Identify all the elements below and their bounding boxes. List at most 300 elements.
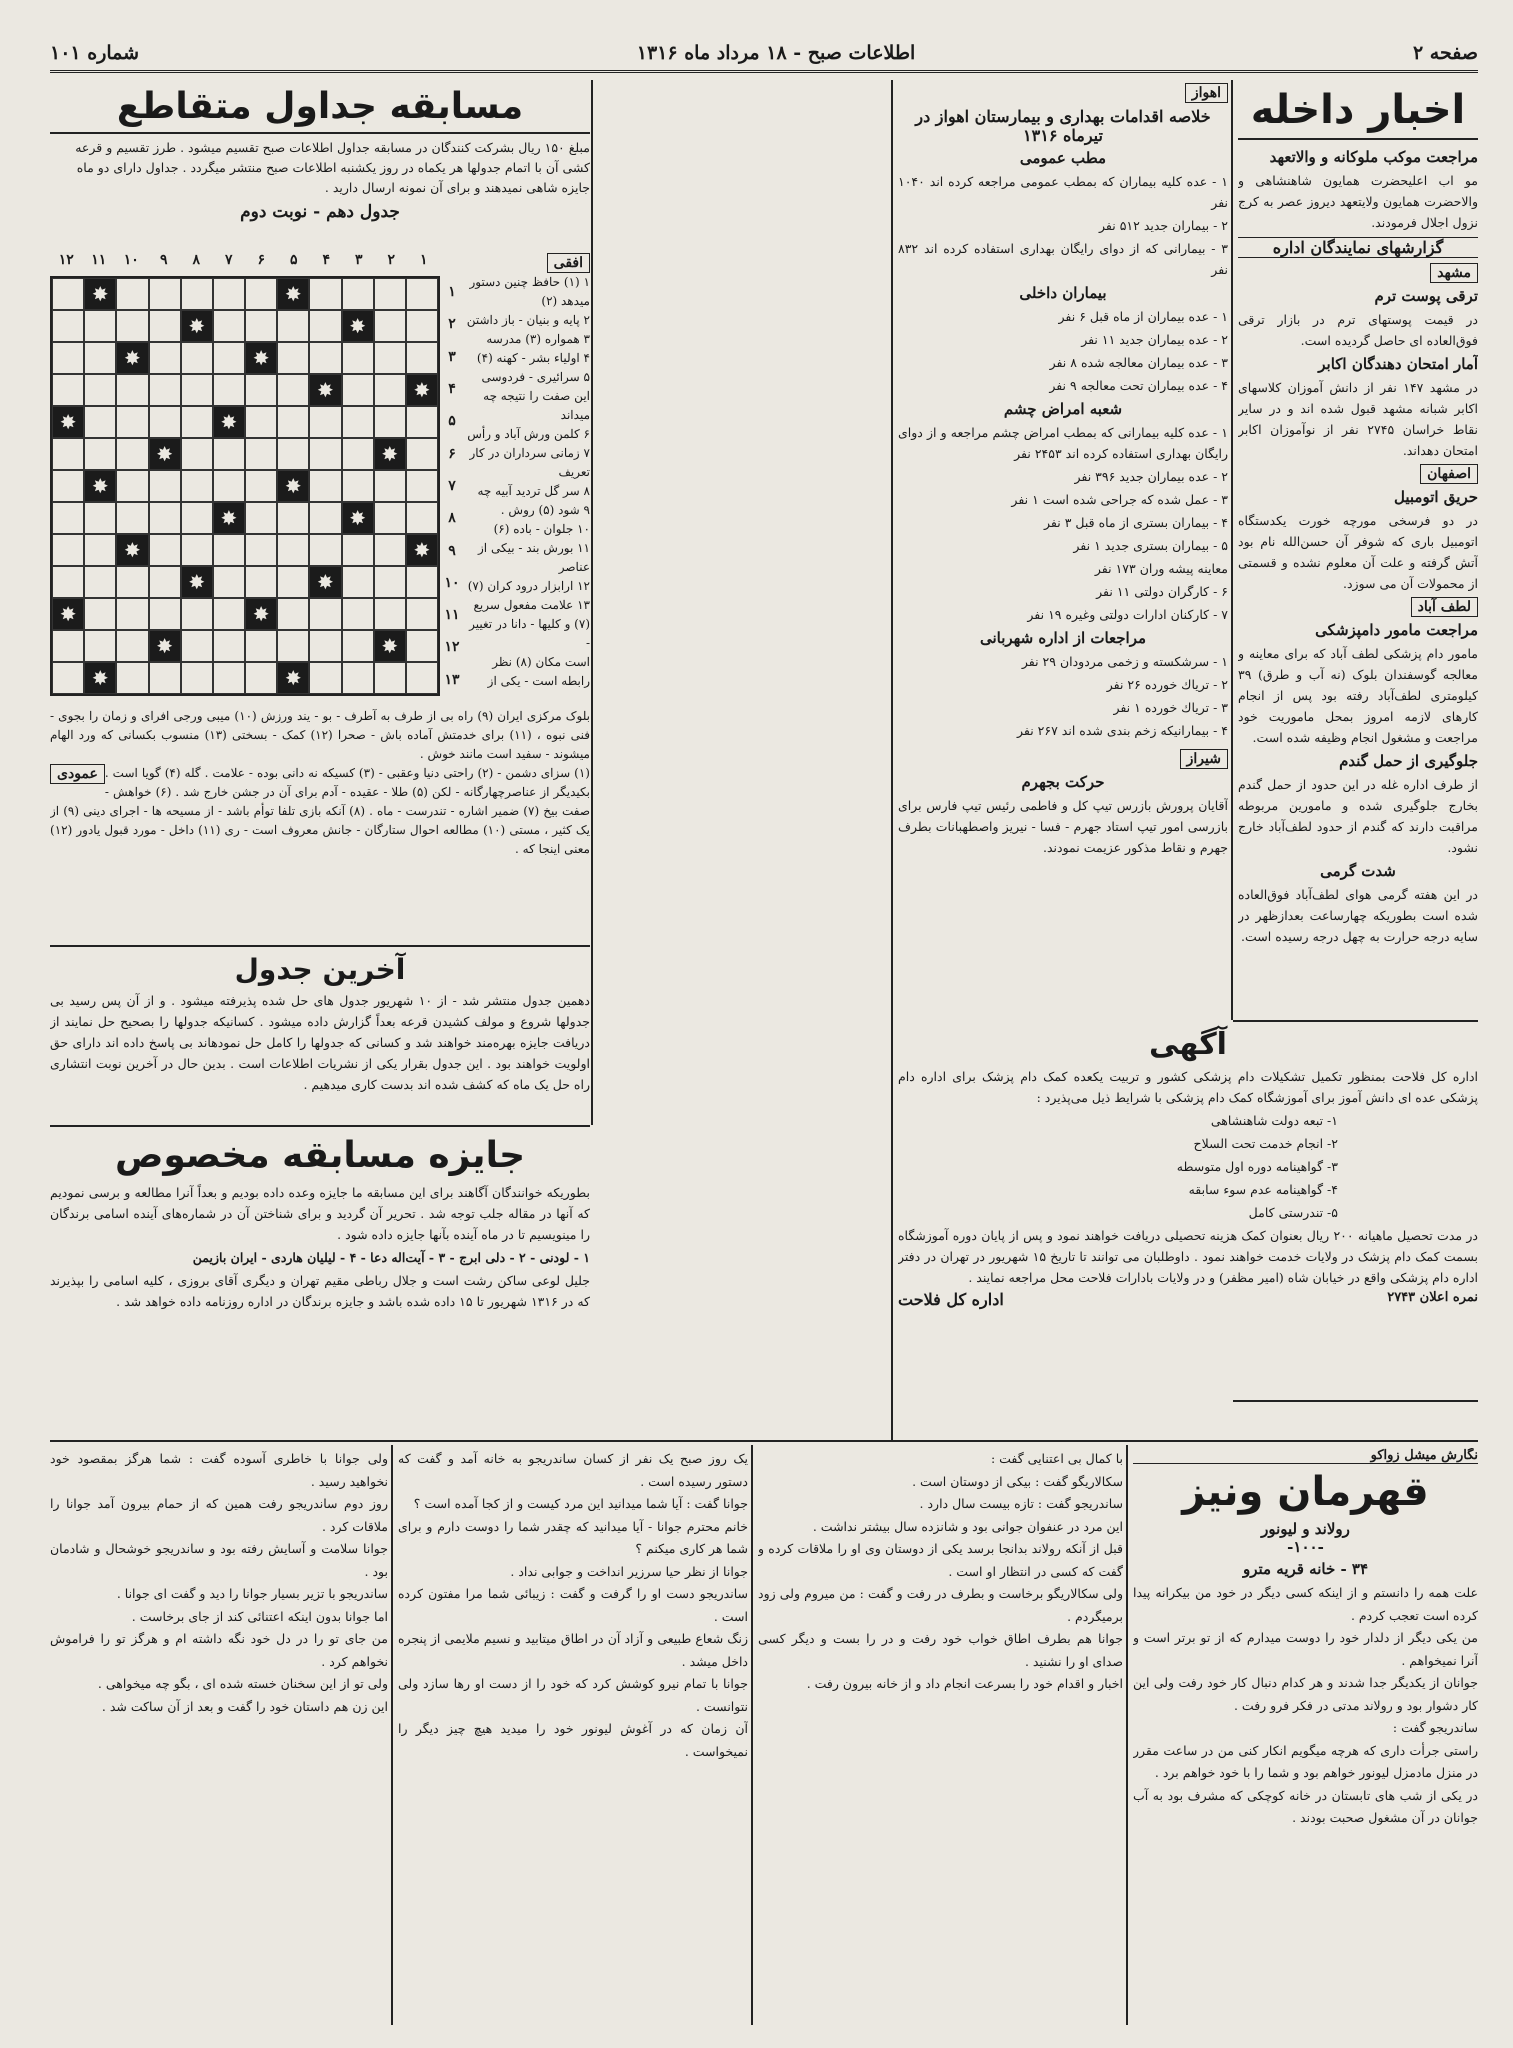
crossword-black-cell (309, 374, 341, 406)
crossword-cell[interactable] (342, 374, 374, 406)
ahvaz-line: ۴ - عده بیماران تحت معالجه ۹ نفر (1049, 378, 1228, 393)
crossword-cell[interactable] (149, 502, 181, 534)
serial-paragraph: اما جوانا بدون اینکه اعتنائی کند از جای برخاست . (131, 1608, 388, 1624)
crossword-cell[interactable] (213, 438, 245, 470)
crossword-cell[interactable] (245, 310, 277, 342)
page-number: صفحه ۲ (1412, 41, 1478, 64)
domestic-news (1238, 82, 1478, 1017)
crossword-cell[interactable] (181, 470, 213, 502)
crossword-cell[interactable] (406, 662, 438, 694)
ahvaz-line: ۱ - عده کلیه بیماران که بمطب عمومی مراجعه کرده اند ۱۰۴۰ نفر (898, 174, 1228, 210)
serial-paragraph: این زن هم داستان خود را گفت و بعد از آن ساکت شد . (101, 1698, 388, 1714)
crossword-cell[interactable] (213, 470, 245, 502)
ahvaz-line: ۴ - بیمارانیکه زخم بندی شده اند ۲۶۷ نفر (1016, 723, 1228, 738)
crossword-cell[interactable] (374, 566, 406, 598)
domestic-item-3 (1238, 287, 1478, 351)
crossword-cell[interactable] (116, 278, 148, 310)
crossword-cell[interactable] (406, 598, 438, 630)
crossword-cell[interactable] (406, 502, 438, 534)
crossword-cell[interactable] (277, 310, 309, 342)
crossword-cell[interactable] (116, 374, 148, 406)
ahvaz-line: ۱ - عده بیماران از ماه قبل ۶ نفر (1058, 309, 1228, 324)
crossword-cell[interactable] (406, 406, 438, 438)
notice-text: اداره کل فلاحت بمنظور تکمیل تشکیلات دام پزشکی کشور و تربیت یکعده کمک دام پزشک برای اداره دام پزشکی عده ای دانش آموز برای آموزشگاه کمک دام پزشکی با شرایط ذیل می‌پذیرد : (898, 1069, 1478, 1105)
star-icon: ✸ (252, 346, 270, 370)
crossword-black-cell (213, 502, 245, 534)
crossword-col-number: ۷ (224, 252, 233, 268)
serial-paragraph: ساندریجو با تزیر بسیار جوانا را دید و گفت ای جوانا . (116, 1586, 388, 1601)
domestic-item-8 (1238, 621, 1478, 748)
crossword-cell[interactable] (149, 662, 181, 694)
crossword-cell[interactable] (277, 566, 309, 598)
notice (898, 1024, 1478, 1436)
crossword-cell[interactable] (406, 438, 438, 470)
paper-date: اطلاعات صبح - ۱۸ مرداد ماه ۱۳۱۶ (636, 41, 916, 64)
crossword-cell[interactable] (149, 374, 181, 406)
prize-winners: ۱ - لودنی - ۲ - دلی ابرج - ۳ - آیت‌اله دعا - ۴ - لیلیان هاردی - ایران بازیمن (192, 1250, 590, 1265)
horizontal-clue: ۷ زمانی سرداران در کار تعریف (469, 446, 590, 479)
ahvaz-line: معاینه پیشه وران ۱۷۳ نفر (1094, 561, 1228, 576)
crossword-cell[interactable] (374, 310, 406, 342)
star-icon: ✸ (124, 538, 141, 562)
crossword-cell[interactable] (245, 406, 277, 438)
star-icon: ✸ (413, 538, 431, 562)
ahvaz-line: ۴ - بیماران بستری از ماه قبل ۳ نفر (1044, 515, 1228, 530)
star-icon: ✸ (188, 570, 206, 594)
horizontal-clue: ۶ کلمن ورش آباد و رأس (467, 427, 590, 441)
serial-paragraph: ولی تو از این سخنان خسته شده ای ، بگو چه میخواهی . (97, 1676, 388, 1691)
crossword-cell[interactable] (309, 438, 341, 470)
crossword-cell[interactable] (181, 406, 213, 438)
ahvaz-line: ۲ - عده بیماران جدید ۱۱ نفر (1081, 332, 1228, 347)
crossword-cell[interactable] (116, 406, 148, 438)
crossword-black-cell (181, 310, 213, 342)
crossword-black-cell (277, 470, 309, 502)
crossword-row-number: ۱۲ (444, 639, 460, 656)
ahvaz-section-heading: بیماران داخلی (1019, 284, 1107, 302)
crossword-cell[interactable] (116, 662, 148, 694)
crossword-black-cell (277, 278, 309, 310)
city-label-shiraz: شیراز (1180, 749, 1228, 769)
crossword-col-number: ۱۱ (91, 252, 107, 268)
special-prize (50, 1130, 590, 1435)
horizontal-clue: ۱ (۱) حافظ چنین دستور میدهد (۲) (469, 275, 590, 308)
serial-paragraph: راستی جرأت داری که هرچه میگویم انکار کنی من در ساعت مقرر در منزل مادمزل لیونور خواهم بود و شما را با خود خواهم برد . (1133, 1742, 1478, 1780)
crossword-cell[interactable] (309, 598, 341, 630)
crossword-cell[interactable] (245, 374, 277, 406)
crossword-cell[interactable] (52, 470, 84, 502)
horizontal-clue-tail: بلوک مرکزی ایران (۹) راه بی از طرف به آطرف - بو - یند ورزش (۱۰) میبی ورجی افرای و زمان را بجوی - فنی نبوه ، (۱۱) برای خدمتش آماده باش - صحرا (۱۲) کمک - بسختی (۱۳) منسوب بکسانی که ورد الهام میشوند - سفید است مانند خوش . (50, 709, 590, 761)
domestic-item-10 (1238, 862, 1478, 947)
star-icon: ✸ (220, 506, 238, 530)
crossword-horizontal-clues (465, 252, 590, 702)
last-table-text: دهمین جدول منتشر شد - از ۱۰ شهریور جدول های حل شده پذیرفته میشود . و از آن پس رسید بی جدولها شروع و مولف کشیدن قرعه بعداً گزارش داده میشود . کسانیکه جدولها را بصحیح حل نمایند از دریافت جایزه بهره‌مند خواهند شد و کسانی که جدولها را کامل حل نمودهاند بی پاسخ داده اند دارای حق اولویت خواهند بود . این جدول بقرار یکی از نشریات اطلاعات است . بدین حال در آخرین نوبت انتشاری راه حل یک ماه که کشف شده اند بدست کاری میدهیم . (50, 993, 590, 1092)
crossword-cell[interactable] (245, 662, 277, 694)
ahvaz-line: ۱ - عده کلیه بیمارانی که بمطب امراض چشم مراجعه و از دوای رایگان بهداری استفاده کرده اند ۲۴۵۳ نفر (898, 425, 1228, 461)
domestic-item-text: از طرف اداره غله در این حدود از حمل گندم بخارج جلوگیری شده و مامورین مربوطه مراقبت دارند که گندم از حدود لطف‌آباد خارج نشود. (1238, 777, 1478, 855)
ahvaz-line: ۳ - عمل شده که جراحی شده است ۱ نفر (1011, 492, 1228, 507)
crossword-cell[interactable] (406, 566, 438, 598)
crossword-cell[interactable] (181, 278, 213, 310)
crossword-black-cell (342, 310, 374, 342)
serial-column-4 (50, 1448, 388, 2023)
horizontal-clue: ۳ همواره (۳) مدرسه (486, 332, 590, 346)
crossword-cell[interactable] (245, 502, 277, 534)
crossword-cell[interactable] (406, 278, 438, 310)
star-icon: ✸ (156, 442, 173, 466)
serial-paragraph: این مرد در عنفوان جوانی بود و شانزده سال بیشتر نداشت . (812, 1518, 1123, 1534)
crossword-black-cell (374, 438, 406, 470)
domestic-item-6 (1238, 488, 1478, 594)
crossword-table-label: جدول دهم - نوبت دوم (240, 202, 400, 222)
star-icon: ✸ (91, 282, 109, 306)
crossword-col-number: ۲ (387, 252, 396, 268)
crossword-cell[interactable] (181, 342, 213, 374)
section-heading: گزارشهای نمایندگان اداره (1238, 237, 1478, 258)
crossword-cell[interactable] (374, 278, 406, 310)
crossword-cell[interactable] (84, 406, 116, 438)
ahvaz-section-3 (898, 629, 1228, 741)
crossword-cell[interactable] (52, 438, 84, 470)
crossword-cell[interactable] (342, 406, 374, 438)
star-icon: ✸ (381, 442, 399, 466)
serial-paragraph: با کمال بی اعتنایی گفت : (990, 1451, 1123, 1466)
crossword-cell[interactable] (374, 534, 406, 566)
star-icon: ✸ (91, 474, 109, 498)
crossword-cell[interactable] (406, 310, 438, 342)
crossword-cell[interactable] (309, 470, 341, 502)
crossword-cell[interactable] (84, 342, 116, 374)
crossword-row-number: ۲ (448, 316, 456, 333)
crossword-cell[interactable] (277, 406, 309, 438)
crossword-cell[interactable] (213, 662, 245, 694)
crossword-cell[interactable] (149, 566, 181, 598)
ahvaz-line: ۳ - ترياك خورده ۱ نفر (1113, 700, 1228, 715)
crossword-row-number: ۷ (448, 477, 456, 494)
crossword-row-number: ۹ (448, 542, 456, 559)
crossword-cell[interactable] (245, 534, 277, 566)
crossword-cell[interactable] (84, 310, 116, 342)
crossword-cell[interactable] (213, 278, 245, 310)
crossword-cell[interactable] (116, 502, 148, 534)
serial-paragraph: سکالاریگو گفت : بیکی از دوستان است . (912, 1473, 1123, 1489)
ahvaz-line: ۳ - عده بیماران معالجه شده ۸ نفر (1049, 355, 1228, 370)
horizontal-clue: است مکان (۸) نظر رابطه است - یکی از (487, 655, 590, 688)
ahvaz-line: ۶ - کارگران دولتی ۱۱ نفر (1096, 584, 1228, 599)
horizontal-clue: ۱۲ ارابزار درود کران (۷) (467, 579, 590, 593)
crossword-cell[interactable] (52, 566, 84, 598)
crossword-cell[interactable] (309, 342, 341, 374)
domestic-item-heading: ترقی پوست ترم (1374, 287, 1478, 305)
crossword-black-cell (245, 342, 277, 374)
crossword-cell[interactable] (309, 534, 341, 566)
star-icon: ✸ (381, 634, 399, 658)
notice-title: آگهی (1149, 1027, 1227, 1062)
crossword-cell[interactable] (213, 598, 245, 630)
ahvaz-section-heading: مراجعات از اداره شهربانی (979, 629, 1147, 647)
vertical-clues: (۱) سزای دشمن - (۲) راحتی دنیا وعقبی - (۳) کسیکه نه دانی بوده - علامت . گله (۴) گویا است . بکیدیگر از عناصرچهارگانه - لکن (۵) طلا - عقیده - آدم برای آن در جشن خارج شد . (۶) خواهش - صفت بیخ (۷) ضمیر اشاره - تندرست - ماه . (۸) آنکه بازی تلفا توأم باشد - از مسیحه ها - اجرای دینی (۹) از یک کثیر ، مستی (۱۰) مطالعه احوال ستارگان - جانش معروف است - ری (۱۱) داخل - مورد قبول یادور (۱۲) معنی اینجا که . (50, 766, 590, 856)
crossword-cell[interactable] (181, 374, 213, 406)
crossword-col-number: ۱۰ (123, 252, 139, 268)
crossword-cell[interactable] (342, 534, 374, 566)
crossword-cell[interactable] (149, 342, 181, 374)
crossword-cell[interactable] (84, 502, 116, 534)
crossword-cell[interactable] (84, 534, 116, 566)
crossword-cell[interactable] (116, 598, 148, 630)
crossword-black-cell (406, 374, 438, 406)
serial-paragraph: زنگ شعاع طبیعی و آزاد آن در اطاق میتابید و نسیم ملایمی از پنجره داخل میشد . (398, 1631, 748, 1669)
crossword-cell[interactable] (116, 630, 148, 662)
crossword-cell[interactable] (374, 662, 406, 694)
star-icon: ✸ (91, 666, 109, 690)
crossword-cell[interactable] (149, 534, 181, 566)
crossword-cell[interactable] (309, 502, 341, 534)
crossword-row-number: ۵ (448, 413, 456, 430)
crossword-cell[interactable] (245, 278, 277, 310)
serial-subtitle: رولاند و لیونور (1261, 1520, 1350, 1538)
crossword-cell[interactable] (116, 566, 148, 598)
crossword-cell[interactable] (406, 342, 438, 374)
crossword-col-number: ۱ (419, 252, 428, 268)
city-label-isfahan: اصفهان (1420, 464, 1478, 484)
crossword-cell[interactable] (374, 502, 406, 534)
crossword-cell[interactable] (245, 438, 277, 470)
star-icon: ✸ (317, 570, 334, 594)
crossword-cell[interactable] (342, 342, 374, 374)
domestic-item-heading: مراجعت موکب ملوکانه و والاتعهد (1269, 148, 1478, 166)
crossword-cell[interactable] (342, 598, 374, 630)
crossword-black-cell (342, 502, 374, 534)
star-icon: ✸ (413, 378, 431, 402)
crossword-cell[interactable] (342, 278, 374, 310)
crossword-cell[interactable] (374, 406, 406, 438)
crossword-cell[interactable] (84, 438, 116, 470)
crossword-row-number: ۶ (448, 445, 456, 462)
crossword-cell[interactable] (149, 406, 181, 438)
last-table-title: آخرین جدول (234, 953, 406, 986)
crossword-cell[interactable] (181, 598, 213, 630)
serial-column-2 (758, 1448, 1123, 2023)
crossword-cell[interactable] (52, 662, 84, 694)
crossword-black-cell (84, 470, 116, 502)
domestic-item-9 (1238, 752, 1478, 858)
crossword-cell[interactable] (342, 470, 374, 502)
crossword-cell[interactable] (181, 502, 213, 534)
crossword-cell[interactable] (149, 278, 181, 310)
crossword-col-number: ۳ (354, 252, 363, 268)
crossword-black-cell (52, 598, 84, 630)
notice-condition: ۳- گواهینامه دوره اول متوسطه (1176, 1159, 1338, 1174)
crossword-cell[interactable] (52, 278, 84, 310)
domestic-item-text: در این هفته گرمی هوای لطف‌آباد فوق‌العاده شده است بطوریکه چهارساعت بعدازظهر در سایه درجه حرارت به چهل درجه رسیده است. (1238, 887, 1478, 944)
domestic-item-text: در مشهد ۱۴۷ نفر از دانش آموزان کلاسهای اکابر شبانه مشهد قبول شده اند و در سایر نقاط خراسان ۲۷۴۵ نفر از نوآموزان اکابر امتحان دهداند. (1238, 380, 1478, 458)
crossword-cell[interactable] (52, 342, 84, 374)
crossword-cell[interactable] (52, 374, 84, 406)
crossword-black-cell (84, 662, 116, 694)
crossword-cell[interactable] (52, 534, 84, 566)
horizontal-clue: ۱۰ جلوان - باده (۶) (493, 522, 590, 536)
serial-paragraph: جوانا هم بطرف اطاق خواب خود رفت و در را بست و دیگر کسی صدای او را نشنید . (758, 1631, 1123, 1669)
crossword-cell[interactable] (406, 470, 438, 502)
crossword-row-number: ۸ (448, 510, 456, 527)
serial-paragraph: من یکی دیگر از دلدار خود را دوست میدارم که از تو برتر است و آنرا نمیخواهم . (1133, 1630, 1478, 1668)
crossword-col-number: ۴ (322, 252, 331, 268)
notice-conditions (898, 1110, 1478, 1223)
crossword-cell[interactable] (277, 598, 309, 630)
crossword-cell[interactable] (342, 438, 374, 470)
serial-paragraph: جوانان از یکدیگر جدا شدند و هر کدام دنبال کار خود رفت ولی این کار دشوار بود و رولاند مدتی در فکر فرو رفت . (1133, 1675, 1478, 1713)
serial-paragraph: قبل از آنکه رولاند بدانجا برسد یکی از دوستان وی او را ملاقات کرده و گفت که کسی در انتظار او است . (758, 1541, 1123, 1579)
crossword-cell[interactable] (149, 598, 181, 630)
crossword-cell[interactable] (277, 438, 309, 470)
prize-title: جایزه مسابقه مخصوص (114, 1135, 526, 1176)
serial-paragraph: علت همه را دانستم و از اینکه کسی دیگر در خود من بیکرانه پیدا کرده است تعجب کردم . (1133, 1585, 1478, 1623)
crossword-cell[interactable] (277, 342, 309, 374)
domestic-item-text: در قیمت پوستهای ترم در بازار ترقی فوق‌العاده ای حاصل گردیده است. (1238, 312, 1478, 348)
crossword-cell[interactable] (245, 630, 277, 662)
notice-signature: اداره کل فلاحت (898, 1290, 1004, 1309)
crossword-cell[interactable] (374, 470, 406, 502)
city-label-ahvaz: اهواز (1185, 83, 1228, 103)
crossword-cell[interactable] (52, 502, 84, 534)
crossword-cell[interactable] (309, 630, 341, 662)
crossword-cell[interactable] (374, 374, 406, 406)
crossword-black-cell (52, 406, 84, 438)
crossword-cell[interactable] (84, 630, 116, 662)
star-icon: ✸ (317, 378, 334, 402)
serial-paragraph: من جای تو را در دل خود نگه داشته ام و هرگز تو را فراموش نخواهم کرد . (50, 1631, 388, 1669)
crossword-col-number: ۱۲ (58, 252, 74, 268)
crossword-cell[interactable] (84, 598, 116, 630)
star-icon: ✸ (252, 602, 270, 626)
serial-paragraph: جوانا گفت : آیا شما میدانید این مرد کیست و از کجا آمده است ؟ (413, 1496, 748, 1511)
notice-condition: ۱- تبعه دولت شاهنشاهی (1210, 1113, 1338, 1128)
crossword-black-cell (277, 662, 309, 694)
crossword-cell[interactable] (84, 566, 116, 598)
star-icon: ✸ (349, 506, 366, 530)
horizontal-clue: ۸ سر گل تردید آبیه چه (477, 484, 590, 498)
crossword-cell[interactable] (213, 342, 245, 374)
serial-paragraph: ساندریجو گفت : (1392, 1720, 1478, 1735)
crossword-col-number: ۶ (257, 252, 266, 268)
crossword-cell[interactable] (52, 310, 84, 342)
crossword-cell[interactable] (277, 374, 309, 406)
serial-column-3 (398, 1448, 748, 2023)
crossword-cell[interactable] (84, 374, 116, 406)
crossword-cell[interactable] (309, 406, 341, 438)
crossword-cell[interactable] (342, 566, 374, 598)
ahvaz-title: خلاصه اقدامات بهداری و بیمارستان اهواز در تیرماه ۱۳۱۶ (915, 107, 1211, 145)
notice-condition: ۵- تندرستی کامل (1248, 1205, 1338, 1220)
crossword-cell[interactable] (277, 534, 309, 566)
crossword-cell[interactable] (406, 630, 438, 662)
domestic-item-heading: شدت گرمی (1320, 862, 1396, 880)
crossword-black-cell (213, 406, 245, 438)
crossword-cell[interactable] (116, 470, 148, 502)
crossword-col-number: ۵ (289, 252, 298, 268)
crossword-black-cell (116, 534, 148, 566)
crossword-row-numbers (442, 276, 462, 696)
star-icon: ✸ (124, 346, 141, 370)
ahvaz-section-0 (898, 149, 1228, 280)
crossword-cell[interactable] (181, 662, 213, 694)
serial-novel (1133, 1448, 1478, 2023)
crossword-cell[interactable] (52, 630, 84, 662)
serial-paragraph: ولی سکالاریگو برخاست و بطرف در رفت و گفت : من میروم ولی زود برمیگردم . (758, 1586, 1123, 1624)
serial-paragraph: در یکی از شب های تابستان در خانه کوچکی که مشرف بود به آب جوانان در آن مشغول صحبت بودند . (1133, 1787, 1478, 1825)
crossword-cell[interactable] (213, 566, 245, 598)
domestic-item-0 (1238, 148, 1478, 233)
crossword-cell[interactable] (213, 374, 245, 406)
crossword-clues-bottom (50, 707, 590, 942)
serial-paragraph: جوانا سلامت و آسایش رفته بود و ساندریجو خوشحال و شادمان بود . (50, 1541, 388, 1579)
crossword-row-number: ۱۳ (444, 671, 460, 688)
crossword-cell[interactable] (342, 662, 374, 694)
crossword-title: مسابقه جداول متقاطع (50, 82, 590, 134)
domestic-item-heading: آمار امتحان دهندگان اکابر (1318, 355, 1478, 373)
serial-number: -۱۰۰- (1287, 1538, 1324, 1556)
crossword-cell[interactable] (309, 278, 341, 310)
crossword-cell[interactable] (309, 310, 341, 342)
shiraz-heading: حرکت بجهرم (1021, 773, 1105, 791)
crossword-cell[interactable] (309, 662, 341, 694)
domestic-title: اخبار داخله (1238, 82, 1478, 140)
crossword-cell[interactable] (374, 598, 406, 630)
serial-chapter: ۳۴ - خانه قریه مترو (1242, 1560, 1369, 1578)
domestic-item-text: در دو فرسخی مورچه خورت یکدستگاه اتومبیل باری که شوفر آن حسن‌الله نام بود آتش گرفته و علت آن معلوم نشده و قسمتی از محمولات آن می سوزد. (1238, 513, 1478, 591)
serial-paragraph: آن زمان که در آغوش لیونور خود را میدید هیچ چیز دیگر را نمیخواست . (398, 1721, 748, 1759)
crossword-cell[interactable] (213, 310, 245, 342)
crossword-cell[interactable] (213, 534, 245, 566)
crossword-cell[interactable] (149, 470, 181, 502)
crossword-cell[interactable] (277, 630, 309, 662)
crossword-intro: مبلغ ۱۵۰ ریال بشرکت کنندگان در مسابقه جداول اطلاعات صبح تقسیم میشود . طرز تقسیم و قرعه کشی آن با اتمام جدولها هر یکماه در روز یکشنبه اطلاعات صبح منتشر میگردد . جداول دارای دو ماه جایزه شاهی نمیدهند و برای آن نمونه ارسال دارید . (75, 140, 590, 195)
horizontal-clue: ۹ شود (۵) روش . (500, 503, 590, 517)
domestic-item-heading: مراجعت مامور دامپزشکی (1315, 621, 1478, 639)
serial-paragraph: روز دوم ساندریجو رفت همین که از حمام بیرون آمد جوانا را ملاقات کرد . (50, 1496, 388, 1534)
city-label-mashhad: مشهد (1430, 263, 1478, 283)
crossword-cell[interactable] (245, 566, 277, 598)
crossword-cell[interactable] (277, 502, 309, 534)
crossword-cell[interactable] (116, 310, 148, 342)
crossword-cell[interactable] (181, 534, 213, 566)
crossword-cell[interactable] (116, 438, 148, 470)
crossword-cell[interactable] (149, 310, 181, 342)
notice-ref: نمره اعلان ۲۷۴۳ (1387, 1290, 1478, 1305)
domestic-item-text: مو اب اعلیحضرت همایون شاهنشاهی و والاحضرت همایون ولایتعهد دیروز عصر به کرج نزول اجلال فرمودند. (1238, 173, 1478, 230)
horizontal-clue: ۲ پایه و بنیان - باز داشتن (466, 313, 590, 327)
crossword-cell[interactable] (181, 630, 213, 662)
star-icon: ✸ (349, 314, 366, 338)
notice-text-2: در مدت تحصیل ماهیانه ۲۰۰ ریال بعنوان کمک هزینه تحصیلی دریافت خواهند نمود و پس از پایان دوره آموزشگاه بسمت کمک دام پزشک در ولایات خدمت خواهند نمود . داوطلبان می توانند تا تاریخ ۱۵ شهریور در تهران در دفتر اداره دام پزشکی واقع در خیابان شاه (امیر مظفر) و در ولایات بادارات فلاحت محل مراجعه نمایند . (898, 1228, 1478, 1285)
domestic-item-text: مامور دام پزشکی لطف آباد که برای معاینه و معالجه گوسفندان بلوک (نه آب و طرق) ۳۹ کیلومتری لطف‌آباد رفته بود پس از انجام کارهای لازمه امروز بمحل ماموریت خود مراجعت و مشغول انجام وظیفه شده است. (1238, 646, 1478, 745)
crossword-black-cell (406, 534, 438, 566)
crossword-cell[interactable] (213, 630, 245, 662)
crossword-cell[interactable] (374, 342, 406, 374)
prize-note: جلیل لوعی ساکن رشت است و جلال رباطی مقیم تهران و دیگری آقای بروزی ، کلیه اسامی را بپذیرند که در ۱۳۱۶ شهریور تا ۱۵ داده شده باشد و جایزه برندگان در اداره روزنامه داده خواهد شد . (50, 1273, 590, 1309)
crossword-cell[interactable] (181, 438, 213, 470)
horizontal-clue: ۱۱ بورش بند - بیکی از عناصر (478, 541, 590, 574)
horizontal-clue: ۵ سرائیری - فردوسی این صفت را نتیجه چه میداند (481, 370, 590, 422)
crossword-cell[interactable] (342, 630, 374, 662)
issue-number: شماره ۱۰۱ (50, 41, 140, 64)
crossword-cell[interactable] (245, 470, 277, 502)
ahvaz-line: ۳ - بیمارانی که از دوای رایگان بهداری استفاده کرده اند ۸۳۲ نفر (898, 241, 1228, 277)
page-header (50, 35, 1478, 73)
crossword-col-number: ۸ (192, 252, 201, 268)
last-table (50, 950, 590, 1122)
ahvaz-section-2 (898, 400, 1228, 625)
